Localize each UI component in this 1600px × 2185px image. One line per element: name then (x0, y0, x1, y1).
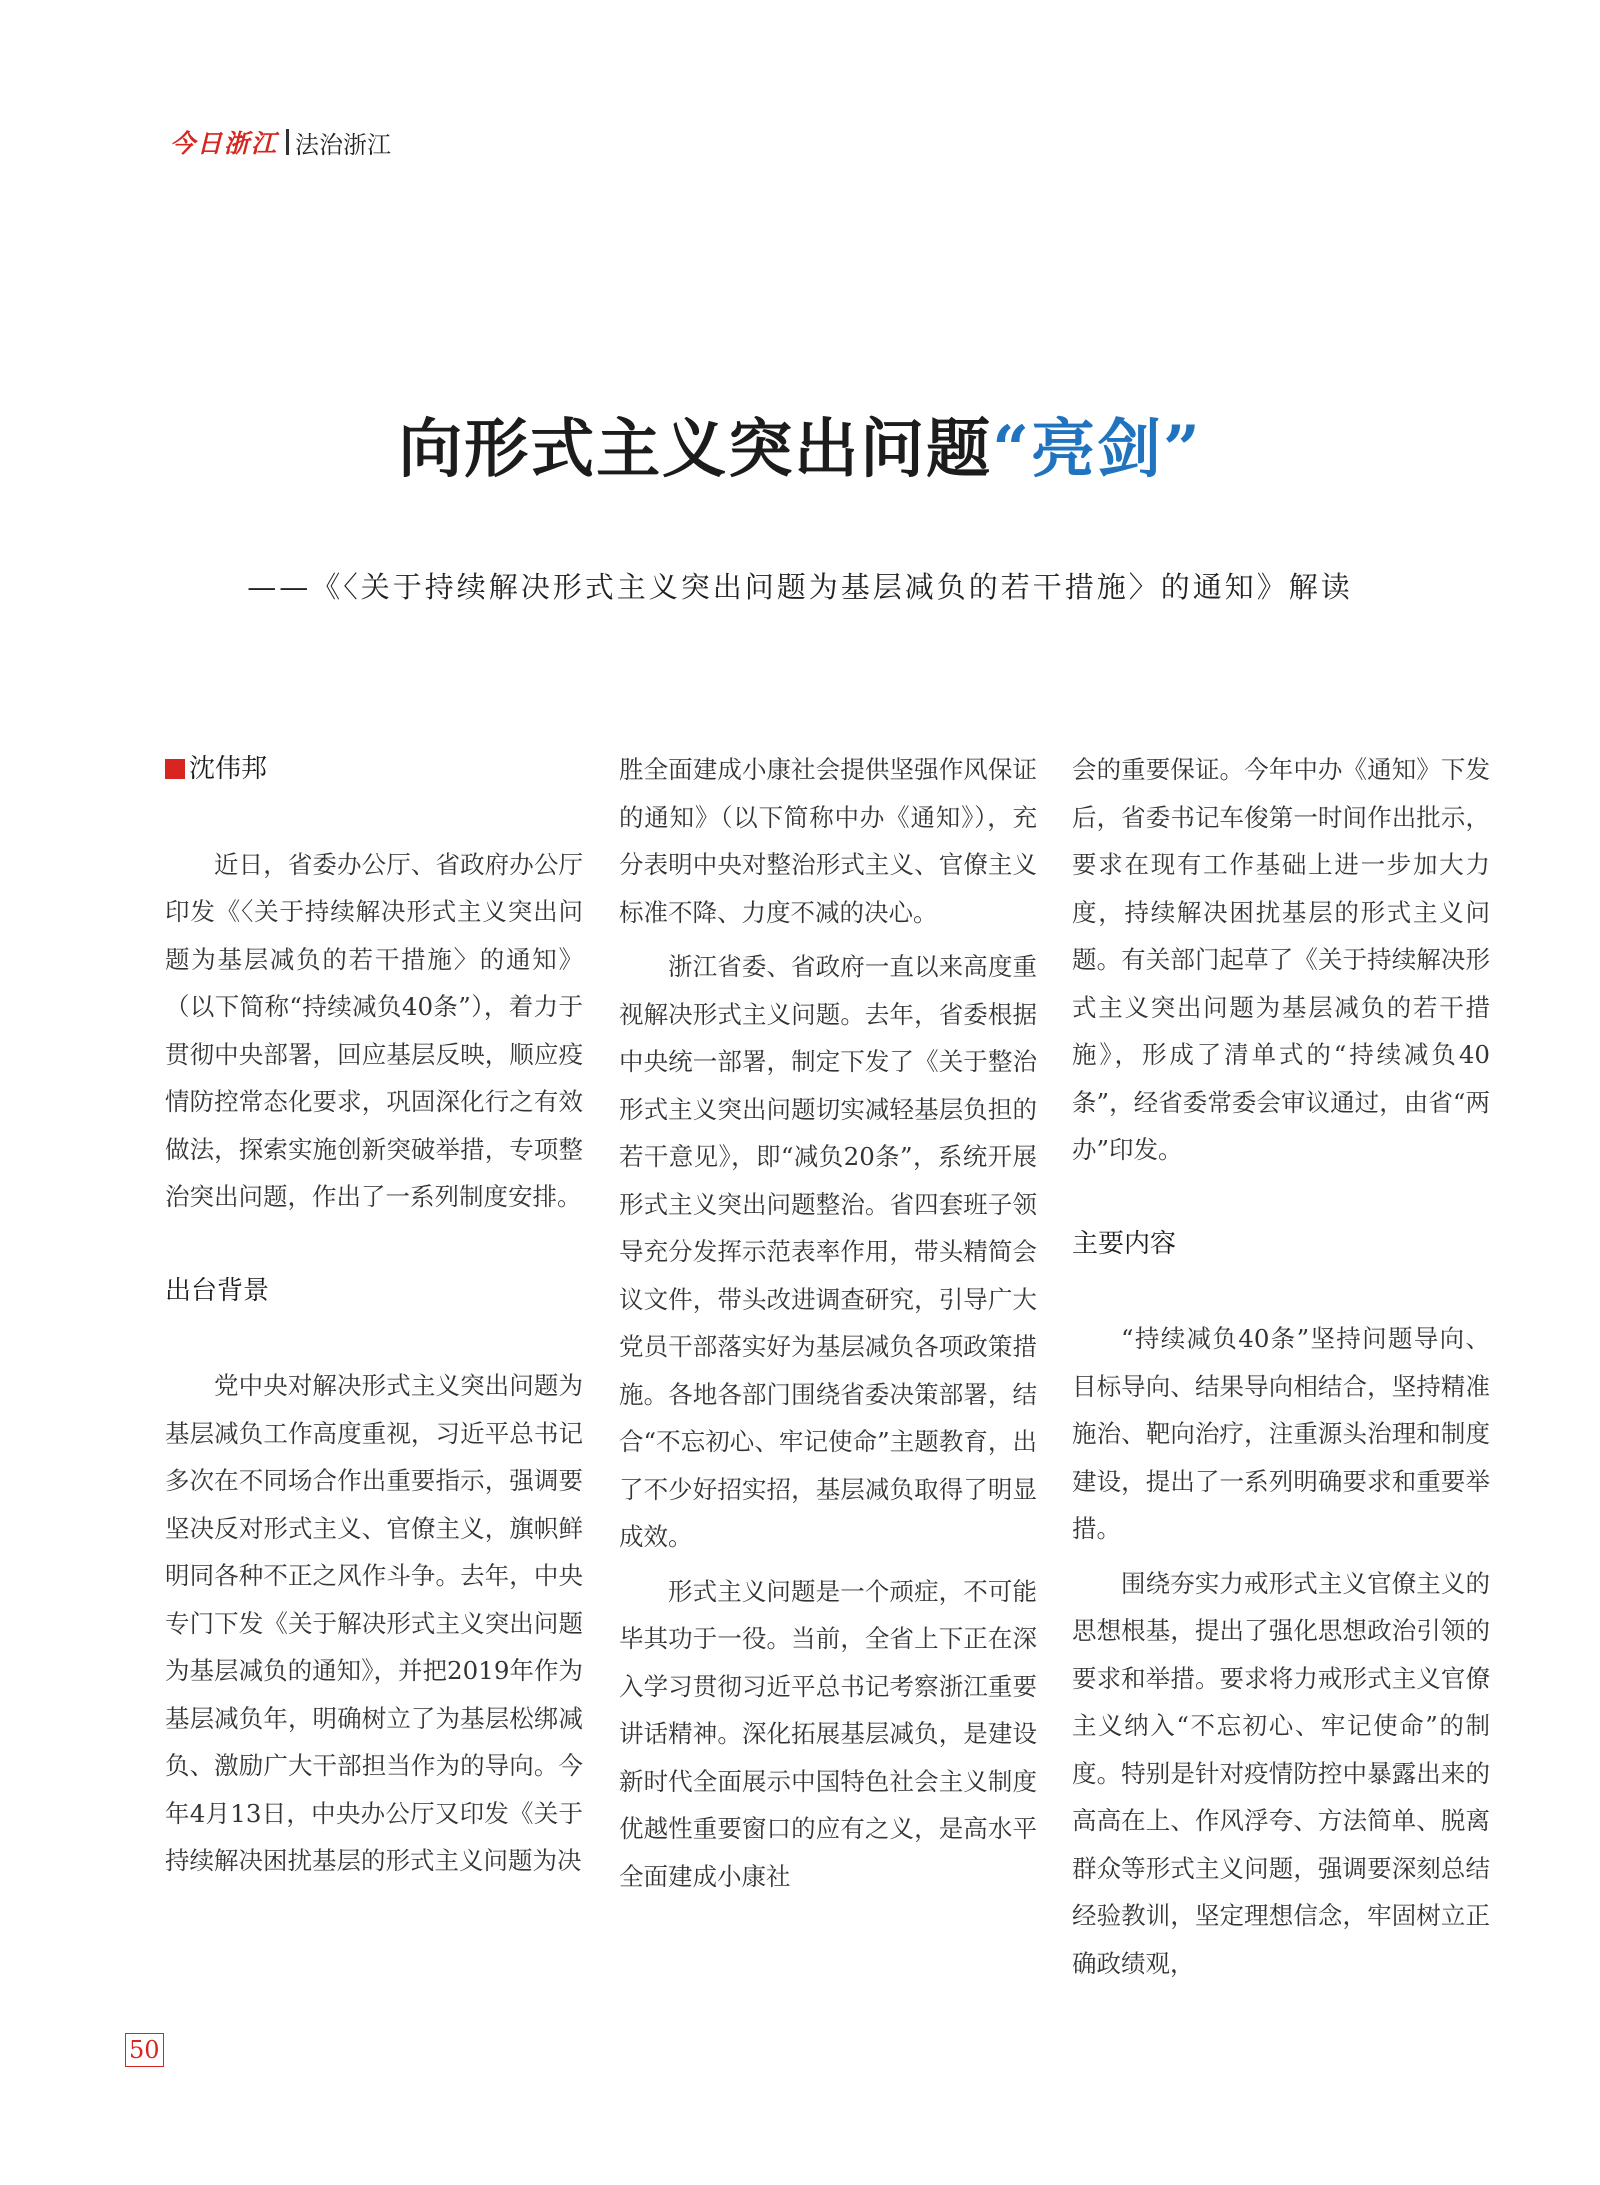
page-header (170, 122, 391, 162)
paragraph: 会的重要保证。今年中办《通知》下发后，省委书记车俊第一时间作出批示，要求在现有工作基础上进一步加大力度，持续解决困扰基层的形式主义问题。有关部门起草了《关于持续解决形式主义突出问题为基层减负的若干措施》，形成了清单式的“持续减负40条”，经省委常委会审议通过，由省“两办”印发。 (1072, 755, 1490, 1164)
paragraph: 近日，省委办公厅、省政府办公厅印发《〈关于持续解决形式主义突出问题为基层减负的若干措施〉的通知》（以下简称“持续减负40条”），着力于贯彻中央部署，回应基层反映，顺应疫情防控常态化要求，巩固深化行之有效做法，探索实施创新突破举措，专项整治突出问题，作出了一系列制度安排。 (165, 849, 583, 1211)
section-label: 法治浙江 (295, 130, 392, 159)
paragraph: 党中央对解决形式主义突出问题为基层减负工作高度重视，习近平总书记多次在不同场合作出重要指示，强调要坚决反对形式主义、官僚主义，旗帜鲜明同各种不正之风作斗争。去年，中央专门下发《关于解决形式主义突出问题为基层减负的通知》，并把2019年作为基层减负年，明确树立了为基层松绑减负、激励广大干部担当作为的导向。今年4月13日，中央办公厅又印发《关于持续解决困扰基层的形式主义问题为决 (165, 1371, 583, 1875)
header-divider (286, 129, 289, 155)
paragraph: 围绕夯实力戒形式主义官僚主义的思想根基，提出了强化思想政治引领的要求和举措。要求将力戒形式主义官僚主义纳入“不忘初心、牢记使命”的制度。特别是针对疫情防控中暴露出来的高高在上、作风浮夸、方法简单、脱离群众等形式主义问题，强调要深刻总结经验教训，坚定理想信念，牢固树立正确政绩观， (1072, 1568, 1490, 1978)
article-title (0, 405, 1600, 495)
title-main: 向形式主义突出问题 (398, 412, 993, 487)
section-heading: 主要内容 (1072, 1228, 1177, 1259)
author-marker (165, 759, 185, 779)
section-heading: 出台背景 (165, 1275, 270, 1306)
text-column-1 (165, 746, 583, 1885)
magazine-logo: 今日浙江 (170, 129, 279, 158)
paragraph: 形式主义问题是一个顽症，不可能毕其功于一役。当前，全省上下正在深入学习贯彻习近平总书记考察浙江重要讲话精神。深化拓展基层减负，是建设新时代全面展示中国特色社会主义制度优越性重要窗口的应有之义，是高水平全面建成小康社 (619, 1576, 1037, 1891)
text-column-3 (1072, 746, 1490, 1987)
paragraph: 浙江省委、省政府一直以来高度重视解决形式主义问题。去年，省委根据中央统一部署，制定下发了《关于整治形式主义突出问题切实减轻基层负担的若干意见》，即“减负20条”，系统开展形式主义突出问题整治。省四套班子领导充分发挥示范表率作用，带头精简会议文件，带头改进调查研究，引导广大党员干部落实好为基层减负各项政策措施。各地各部门围绕省委决策部署，结合“不忘初心、牢记使命”主题教育，出了不少好招实招，基层减负取得了明显成效。 (619, 952, 1037, 1551)
text-column-2 (619, 746, 1037, 1900)
page-number: 50 (125, 2033, 164, 2067)
title-highlight: “亮剑” (992, 412, 1202, 487)
author-byline (165, 746, 583, 794)
author-name: 沈伟邦 (189, 754, 268, 784)
article-subtitle: ——《〈关于持续解决形式主义突出问题为基层减负的若干措施〉的通知》解读 (247, 570, 1353, 604)
paragraph: 胜全面建成小康社会提供坚强作风保证的通知》（以下简称中办《通知》），充分表明中央对整治形式主义、官僚主义标准不降、力度不减的决心。 (619, 755, 1037, 927)
paragraph: “持续减负40条”坚持问题导向、目标导向、结果导向相结合，坚持精准施治、靶向治疗，注重源头治理和制度建设，提出了一系列明确要求和重要举措。 (1072, 1324, 1490, 1543)
